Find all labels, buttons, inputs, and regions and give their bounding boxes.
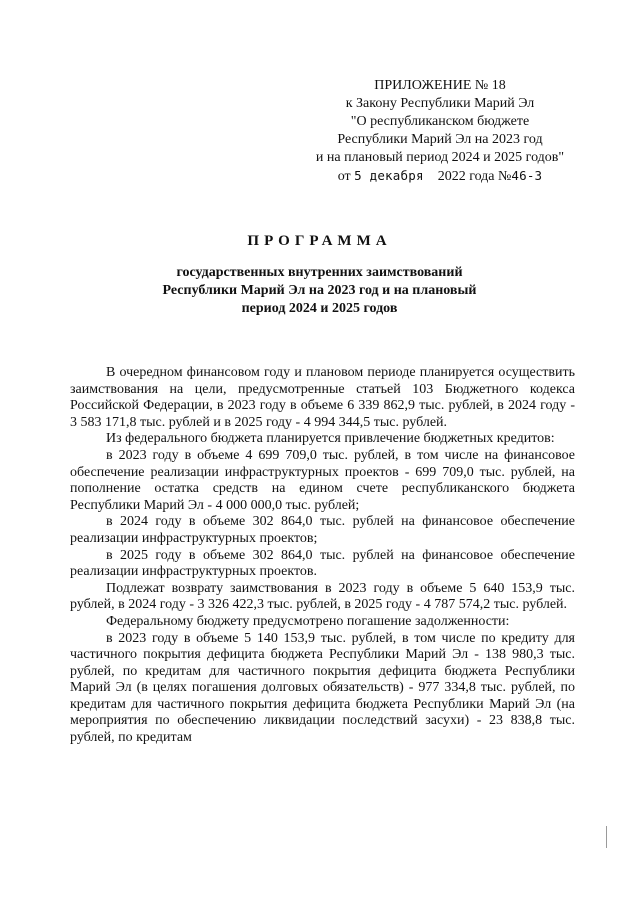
paragraph-borrowing-volume: В очередном финансовом году и плановом периоде планируется осуществить заимствования на цели, предусмотренные статьей 103 Бюджетного кодекса Российской Федерации, в 2023 году в объеме 6 339 862,9 тыс. рублей, в 2024 году - 3 583 171,8 тыс. рублей и в 2025 году - 4 994 344,5 тыс. рублей. <box>70 365 575 430</box>
paragraph-credits-2023: в 2023 году в объеме 4 699 709,0 тыс. рублей, в том числе на финансовое обеспечение реализации инфраструктурных проектов - 699 709,0 тыс. рублей, на пополнение остатка средств на едином счете республиканского бюджета Республики Марий Эл - 4 000 000,0 тыс. рублей; <box>70 447 575 513</box>
paragraph-federal-credits-intro: Из федерального бюджета планируется привлечение бюджетных кредитов: <box>106 431 555 447</box>
appendix-number: ПРИЛОЖЕНИЕ № 18 <box>374 78 506 93</box>
date-year: 2022 года <box>437 169 495 184</box>
subtitle-line-3: период 2024 и 2025 годов <box>241 301 398 316</box>
document-title: ПРОГРАММА <box>247 233 392 249</box>
date-prefix: от <box>337 169 351 184</box>
appendix-law-title-1: "О республиканском бюджете <box>350 114 530 129</box>
law-number-handwritten: 46-З <box>511 168 543 183</box>
appendix-date-line <box>290 167 590 186</box>
subtitle-line-1: государственных внутренних заимствований <box>176 265 463 280</box>
number-sign: № <box>498 169 512 184</box>
paragraph-repayment-2023: в 2023 году в объеме 5 140 153,9 тыс. рублей, в том числе по кредиту для частичного покрытия дефицита бюджета Республики Марий Эл - 138 980,3 тыс. рублей, по кредитам для частичного покрытия дефицита бюджета Республики Марий Эл (в целях погашения долговых обязательств) - 977 334,8 тыс. рублей, по кредитам для частичного покрытия дефицита бюджета Республики Марий Эл (на мероприятия по обеспечению ликвидации последствий засухи) - 23 838,8 тыс. рублей, по кредитам <box>70 630 575 746</box>
subtitle-line-2: Республики Марий Эл на 2023 год и на плановый <box>162 283 477 298</box>
paragraph-repayment-volume: Подлежат возврату заимствования в 2023 году в объеме 5 640 153,9 тыс. рублей, в 2024 году - 3 326 422,3 тыс. рублей, в 2025 году - 4 787 574,2 тыс. рублей. <box>70 580 575 613</box>
date-handwritten: 5 декабря <box>354 168 424 183</box>
appendix-law-title-3: и на плановый период 2024 и 2025 годов" <box>315 150 565 165</box>
scan-artifact-line <box>606 826 607 848</box>
appendix-header <box>290 77 590 186</box>
paragraph-credits-2025: в 2025 году в объеме 302 864,0 тыс. рублей на финансовое обеспечение реализации инфраструктурных проектов. <box>70 547 575 580</box>
document-subtitle <box>0 264 639 318</box>
appendix-law-title-2: Республики Марий Эл на 2023 год <box>337 132 543 147</box>
document-body <box>70 365 575 747</box>
paragraph-federal-repayment-intro: Федеральному бюджету предусмотрено погашение задолженности: <box>106 613 510 629</box>
appendix-law-reference: к Закону Республики Марий Эл <box>345 96 535 111</box>
paragraph-credits-2024: в 2024 году в объеме 302 864,0 тыс. рублей на финансовое обеспечение реализации инфраструктурных проектов; <box>70 514 575 546</box>
